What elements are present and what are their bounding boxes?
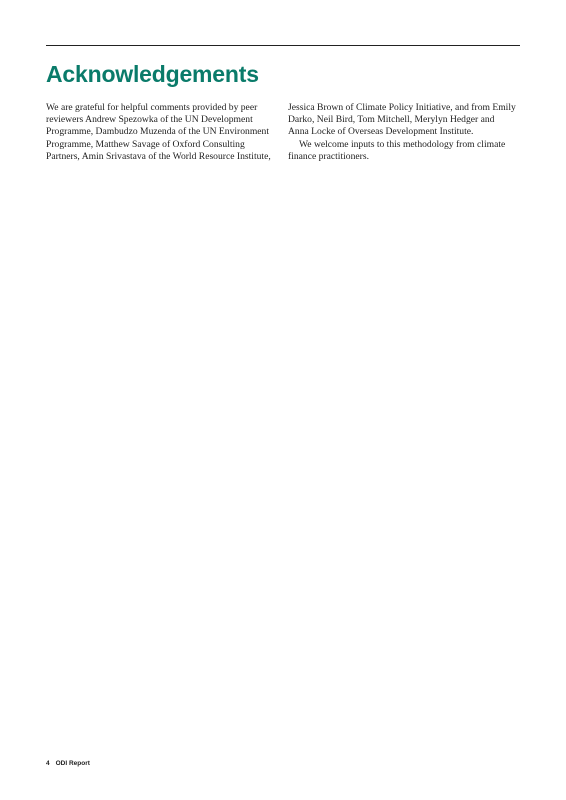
page-footer [46,760,90,768]
page-title: Acknowledgements [46,61,259,87]
publication-name: ODI Report [55,760,90,767]
paragraph-welcome [288,139,522,163]
text-line: We welcome inputs to this methodology from climate [299,138,506,150]
text-line: Anna Locke of Overseas Development Institute. [288,126,474,138]
body-column-right [288,102,522,163]
text-line: We are grateful for helpful comments provided by peer [46,102,258,113]
text-line: Darko, Neil Bird, Tom Mitchell, Merylyn Hedger and [288,114,495,126]
text-line: Programme, Dambudzo Muzenda of the UN Environment [46,126,269,138]
top-rule [46,45,520,46]
text-line: finance practitioners. [288,150,369,162]
paragraph-acknowledgement-continued [288,102,522,139]
page-number: 4 [46,760,50,767]
text-line: reviewers Andrew Spezowka of the UN Development [46,114,253,126]
text-line: Programme, Matthew Savage of Oxford Consulting [46,138,245,150]
body-column-left [46,102,278,163]
text-line: Jessica Brown of Climate Policy Initiative, and from Emily [288,102,516,113]
paragraph-acknowledgement [46,102,278,163]
text-line: Partners, Amin Srivastava of the World Resource Institute, [46,150,271,162]
